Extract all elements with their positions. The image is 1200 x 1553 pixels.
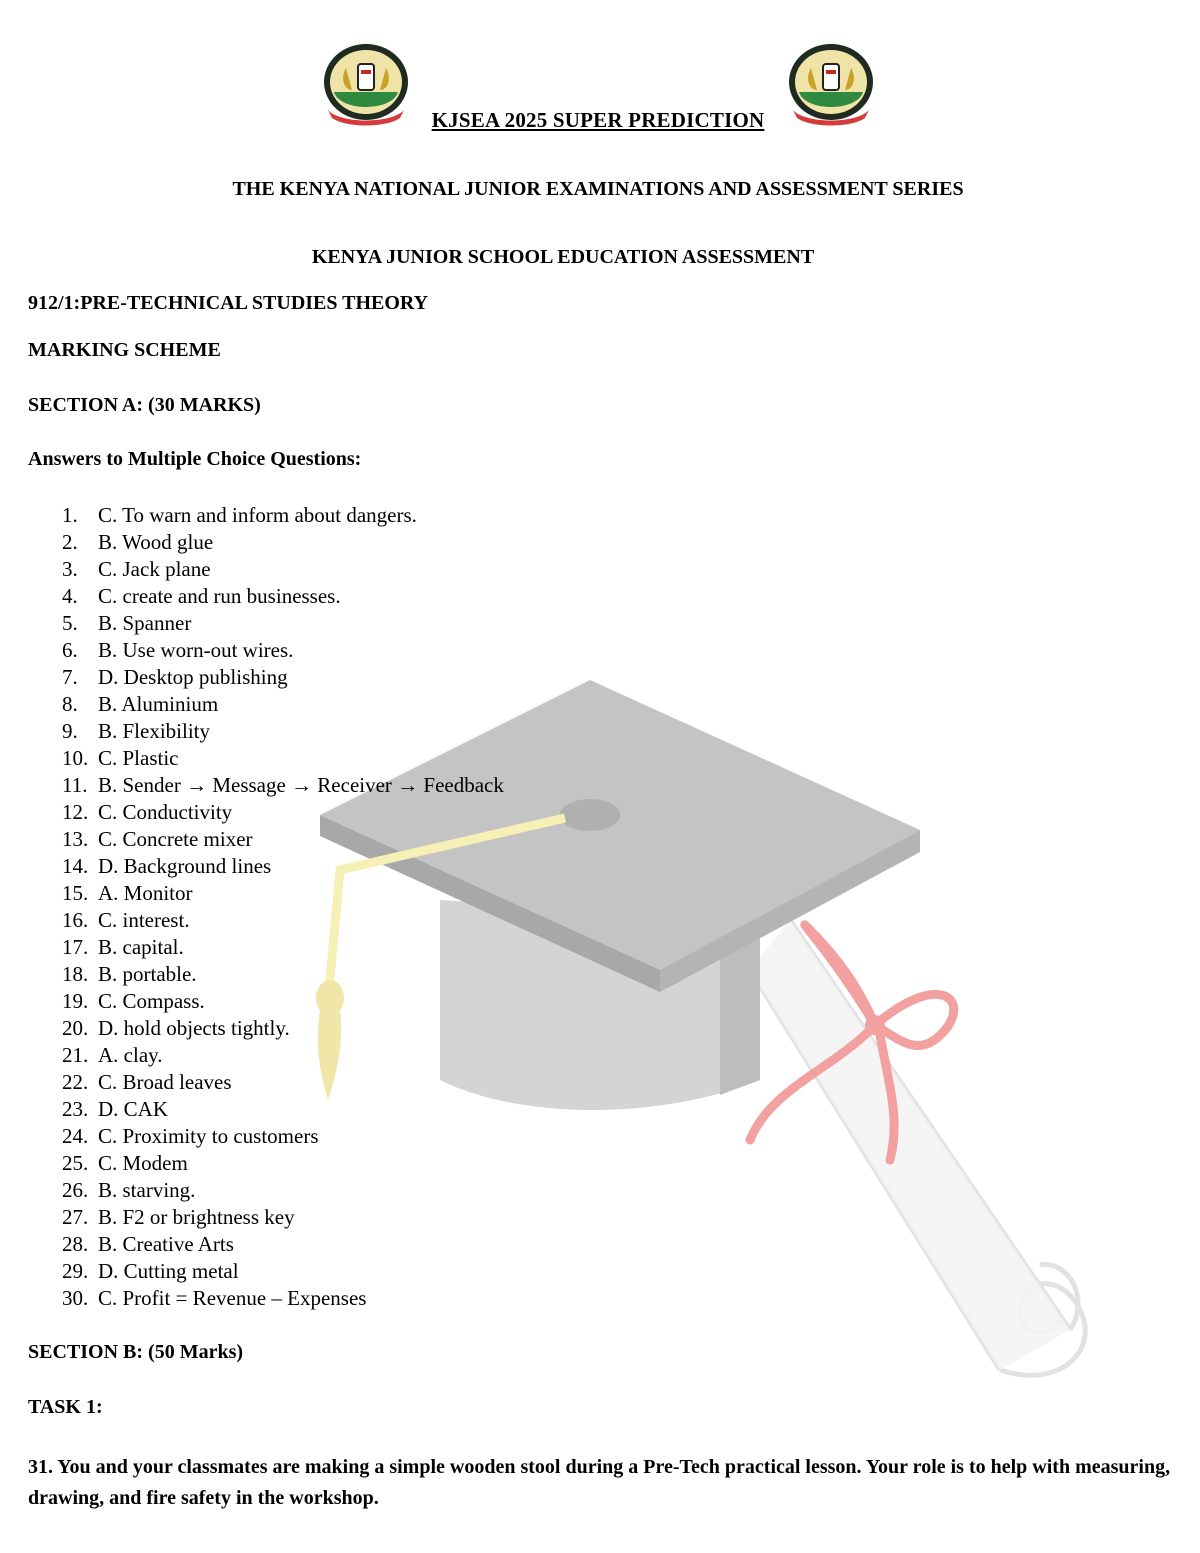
answer-number: 16. [62, 908, 89, 932]
answer-number: 3. [62, 557, 78, 581]
answer-text: B. portable. [98, 962, 197, 986]
answer-text: C. Profit = Revenue – Expenses [98, 1286, 367, 1310]
list-item [62, 799, 504, 826]
answer-text: B. Wood glue [98, 530, 214, 554]
list-item [62, 853, 504, 880]
answer-text: D. Cutting metal [98, 1259, 239, 1283]
answer-number: 23. [62, 1097, 89, 1121]
list-item [62, 502, 504, 529]
answer-number: 18. [62, 962, 89, 986]
answer-text: C. Modem [98, 1151, 188, 1175]
answer-text: B. Flexibility [98, 719, 211, 743]
list-item [62, 1123, 504, 1150]
answer-text: B. Creative Arts [98, 1232, 234, 1256]
answer-number: 28. [62, 1232, 89, 1256]
answer-number: 15. [62, 881, 89, 905]
answer-number: 13. [62, 827, 89, 851]
assessment-title: KENYA JUNIOR SCHOOL EDUCATION ASSESSMENT [311, 246, 815, 268]
section-b-heading: SECTION B: (50 Marks) [28, 1341, 244, 1363]
answer-text: A. Monitor [98, 881, 193, 905]
list-item [62, 1096, 504, 1123]
list-item [62, 583, 504, 610]
list-item [62, 1069, 504, 1096]
answer-text: B. Aluminium [98, 692, 219, 716]
answer-text: B. Spanner [98, 611, 192, 635]
answer-number: 2. [62, 530, 78, 554]
answer-text: C. Proximity to customers [98, 1124, 319, 1148]
list-item [62, 1204, 504, 1231]
list-item [62, 934, 504, 961]
list-item [62, 1285, 504, 1312]
answer-number: 11. [62, 773, 88, 797]
list-item [62, 1258, 504, 1285]
answer-text: C. Jack plane [98, 557, 211, 581]
answer-text: B. starving. [98, 1178, 196, 1202]
list-item [62, 1231, 504, 1258]
list-item [62, 745, 504, 772]
answer-number: 29. [62, 1259, 89, 1283]
answer-number: 26. [62, 1178, 89, 1202]
paper-code-title: 912/1:PRE-TECHNICAL STUDIES THEORY [28, 292, 429, 314]
answer-number: 9. [62, 719, 78, 743]
section-a-heading: SECTION A: (30 MARKS) [28, 394, 261, 416]
list-item [62, 637, 504, 664]
list-item [62, 1015, 504, 1042]
mcq-subheading: Answers to Multiple Choice Questions: [28, 448, 362, 470]
list-item [62, 826, 504, 853]
answer-number: 22. [62, 1070, 89, 1094]
answer-text: A. clay. [98, 1043, 163, 1067]
answer-number: 30. [62, 1286, 89, 1310]
answer-text: C. create and run businesses. [98, 584, 341, 608]
answer-number: 1. [62, 503, 78, 527]
question-31: 31. You and your classmates are making a simple wooden stool during a Pre-Tech practical lesson. Your role is to help with measuring, drawing, and fire safety in the workshop. [28, 1456, 1171, 1509]
answer-number: 19. [62, 989, 89, 1013]
kjsea-title: KJSEA 2025 SUPER PREDICTION [431, 108, 765, 132]
answer-number: 8. [62, 692, 78, 716]
series-title: THE KENYA NATIONAL JUNIOR EXAMINATIONS AND ASSESSMENT SERIES [232, 178, 964, 200]
list-item [62, 691, 504, 718]
list-item [62, 907, 504, 934]
list-item [62, 664, 504, 691]
answer-text: C. To warn and inform about dangers. [98, 503, 417, 527]
answer-number: 6. [62, 638, 78, 662]
list-item [62, 1177, 504, 1204]
list-item [62, 1042, 504, 1069]
list-item [62, 610, 504, 637]
answer-number: 7. [62, 665, 78, 689]
list-item [62, 718, 504, 745]
list-item [62, 556, 504, 583]
answer-number: 17. [62, 935, 89, 959]
answer-text: B. capital. [98, 935, 184, 959]
answer-number: 10. [62, 746, 89, 770]
list-item [62, 529, 504, 556]
answer-text: C. interest. [98, 908, 190, 932]
answer-number: 4. [62, 584, 78, 608]
answer-text: C. Compass. [98, 989, 205, 1013]
answer-number: 24. [62, 1124, 89, 1148]
answer-text: B. Use worn-out wires. [98, 638, 294, 662]
list-item [62, 1150, 504, 1177]
answer-number: 25. [62, 1151, 89, 1175]
answer-text: B. Sender → Message → Receiver → Feedback [98, 773, 504, 797]
answer-text: C. Broad leaves [98, 1070, 232, 1094]
list-item [62, 772, 504, 799]
list-item [62, 880, 504, 907]
answer-text: D. hold objects tightly. [98, 1016, 290, 1040]
answer-text: D. CAK [98, 1097, 169, 1121]
answer-text: D. Desktop publishing [98, 665, 288, 689]
marking-scheme-heading: MARKING SCHEME [28, 339, 221, 361]
answer-number: 14. [62, 854, 89, 878]
answer-number: 20. [62, 1016, 89, 1040]
answer-number: 21. [62, 1043, 89, 1067]
answer-list [62, 502, 504, 1312]
answer-text: C. Plastic [98, 746, 179, 770]
answer-number: 12. [62, 800, 89, 824]
answer-text: D. Background lines [98, 854, 272, 878]
answer-number: 5. [62, 611, 78, 635]
answer-text: C. Conductivity [98, 800, 233, 824]
list-item [62, 988, 504, 1015]
task-heading: TASK 1: [28, 1396, 103, 1418]
answer-text: C. Concrete mixer [98, 827, 253, 851]
answer-number: 27. [62, 1205, 89, 1229]
list-item [62, 961, 504, 988]
answer-text: B. F2 or brightness key [98, 1205, 295, 1229]
